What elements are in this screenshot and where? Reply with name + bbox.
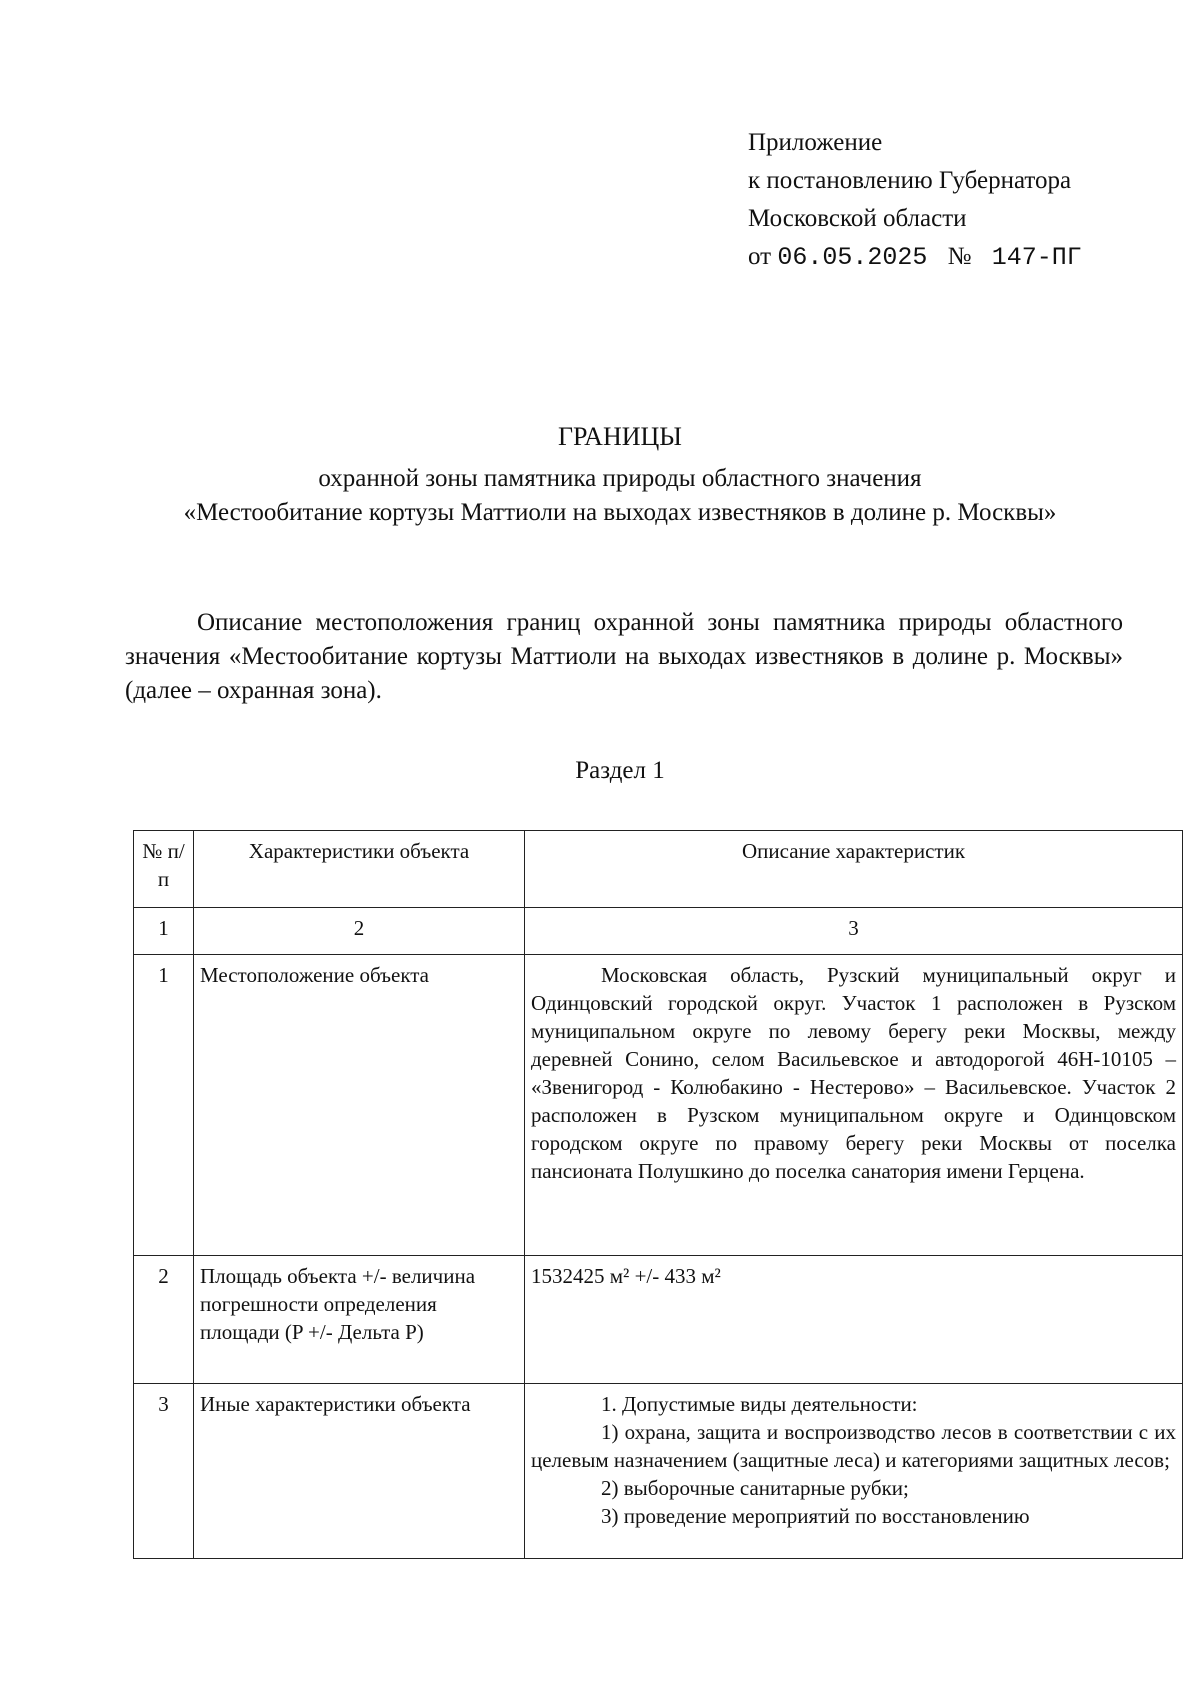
title-subline-1: охранной зоны памятника природы областного значения (318, 465, 922, 492)
colnum-2: 2 (194, 908, 525, 955)
table-row (134, 1384, 1183, 1559)
header-desc: Описание характеристик (525, 831, 1183, 908)
characteristics-table (133, 830, 1183, 1559)
appendix-header (748, 124, 1082, 277)
appendix-line-3: Московской области (748, 205, 967, 232)
document-number: 147-ПГ (991, 243, 1082, 272)
row-char: Площадь объекта +/- величина погрешности определения площади (P +/- Дельта P) (194, 1256, 525, 1384)
date-prefix: от (748, 243, 772, 270)
table-header-row (134, 831, 1183, 908)
section-title: Раздел 1 (575, 757, 665, 784)
document-date: 06.05.2025 (777, 243, 928, 272)
list-item: 1) охрана, защита и воспроизводство лесов в соответствии с их целевым назначением (защитные леса) и категориями защитных лесов; (531, 1420, 1176, 1472)
row-num: 2 (134, 1256, 194, 1384)
number-sign: № (947, 243, 972, 270)
table-colnum-row (134, 908, 1183, 955)
row-desc (525, 1384, 1183, 1559)
row-char: Иные характеристики объекта (194, 1384, 525, 1559)
list-item: 1. Допустимые виды деятельности: (601, 1392, 918, 1416)
list-item: 3) проведение мероприятий по восстановлению (601, 1504, 1030, 1528)
appendix-line-2: к постановлению Губернатора (748, 167, 1072, 194)
page-title: ГРАНИЦЫ (558, 422, 682, 451)
colnum-3: 3 (525, 908, 1183, 955)
appendix-line-1: Приложение (748, 129, 883, 156)
title-block (120, 420, 1120, 530)
header-num: № п/п (134, 831, 194, 908)
row-char: Местоположение объекта (194, 955, 525, 1256)
table-row (134, 1256, 1183, 1384)
table-row (134, 955, 1183, 1256)
row-desc: 1532425 м² +/- 433 м² (525, 1256, 1183, 1384)
row-num: 1 (134, 955, 194, 1256)
colnum-1: 1 (134, 908, 194, 955)
description-paragraph: Описание местоположения границ охранной зоны памятника природы областного значения «Местообитание кортузы Маттиоли на выходах известняков в долине р. Москвы» (далее – охранная зона). (125, 609, 1123, 704)
row-desc: Московская область, Рузский муниципальный округ и Одинцовский городской округ. Участок 1 расположен в Рузском муниципальном округе по левому берегу реки Москвы, между деревней Сонино, селом Васильевское и автодорогой 46Н-10105 – «Звенигород - Колюбакино - Нестерово» – Васильевское. Участок 2 расположен в Рузском муниципальном округе и Одинцовском городском округе по правому берегу реки Москвы от поселка пансионата Полушкино до поселка санатория имени Герцена. (525, 955, 1183, 1256)
list-item: 2) выборочные санитарные рубки; (601, 1476, 909, 1500)
appendix-date-line (748, 238, 1082, 277)
title-subline-2: «Местообитание кортузы Маттиоли на выходах известняков в долине р. Москвы» (183, 499, 1057, 526)
row-num: 3 (134, 1384, 194, 1559)
header-char: Характеристики объекта (194, 831, 525, 908)
